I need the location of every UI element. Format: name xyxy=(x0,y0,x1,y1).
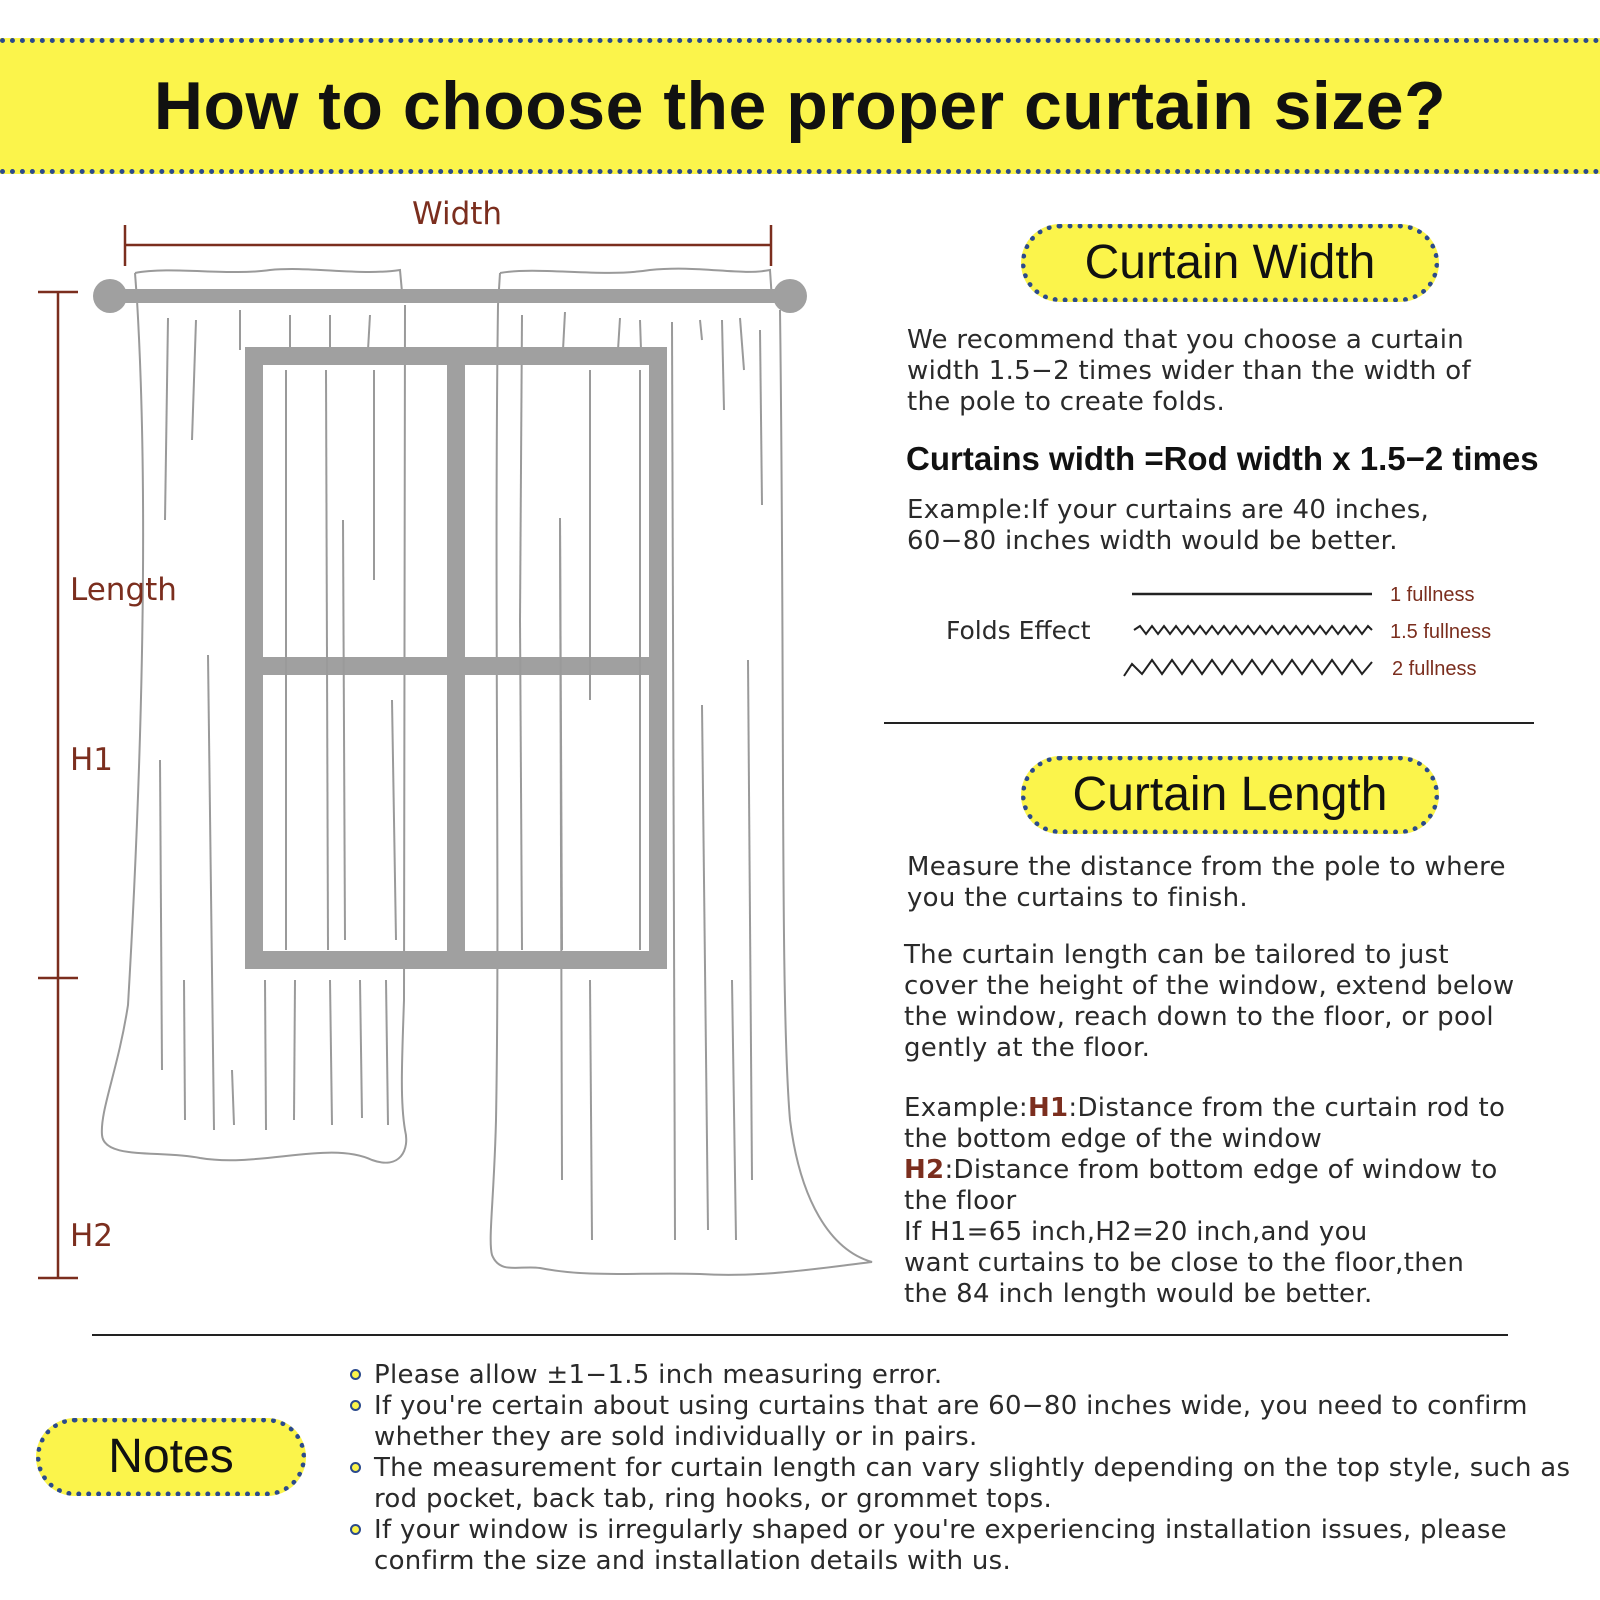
curtain-width-heading: Curtain Width xyxy=(1021,224,1439,302)
width-formula: Curtains width =Rod width x 1.5−2 times xyxy=(906,440,1539,477)
note-item: Please allow ±1−1.5 inch measuring error. xyxy=(350,1360,1580,1391)
bullet-icon xyxy=(350,1400,361,1411)
curtain-rod xyxy=(93,279,807,313)
section-divider xyxy=(884,722,1534,724)
fullness-2-label: 2 fullness xyxy=(1392,658,1477,680)
example-prefix: Example: xyxy=(904,1093,1028,1123)
h1-text: :Distance from the curtain rod to the bottom edge of the window xyxy=(904,1093,1506,1154)
h1-key: H1 xyxy=(1027,1093,1069,1123)
notes-list xyxy=(350,1360,1580,1577)
bullet-icon xyxy=(350,1524,361,1535)
right-curtain xyxy=(491,269,872,1275)
width-label: Width xyxy=(412,196,503,232)
length-dimension-line xyxy=(38,292,78,1278)
bullet-icon xyxy=(350,1462,361,1473)
notes-divider xyxy=(92,1334,1508,1336)
folds-effect-label: Folds Effect xyxy=(946,616,1091,645)
note-item: If your window is irregularly shaped or you're experiencing installation issues, please confirm the size and installation details with us. xyxy=(350,1515,1580,1577)
width-example: Example:If your curtains are 40 inches, 60−80 inches width would be better. xyxy=(907,495,1430,556)
fullness-1-5-label: 1.5 fullness xyxy=(1390,621,1492,643)
width-description: We recommend that you choose a curtain width 1.5−2 times wider than the width of the pole to create folds. xyxy=(907,325,1471,417)
window-frame xyxy=(254,356,658,960)
folds-effect-lines xyxy=(1120,580,1380,680)
bullet-icon xyxy=(350,1369,361,1380)
page-title: How to choose the proper curtain size? xyxy=(153,68,1447,144)
curtain-length-heading: Curtain Length xyxy=(1021,756,1439,834)
fullness-1-label: 1 fullness xyxy=(1390,584,1475,606)
length-description: Measure the distance from the pole to where you the curtains to finish. xyxy=(907,852,1506,913)
length-conclusion: If H1=65 inch,H2=20 inch,and you want curtains to be close to the floor,then the 84 inch length would be better. xyxy=(904,1217,1465,1309)
h2-key: H2 xyxy=(904,1155,945,1185)
h2-label: H2 xyxy=(70,1218,114,1254)
note-item: The measurement for curtain length can vary slightly depending on the top style, such as rod pocket, back tab, ring hooks, or grommet tops. xyxy=(350,1453,1580,1515)
length-label: Length xyxy=(70,572,177,608)
fold-line-1-5 xyxy=(1134,626,1372,634)
curtain-diagram xyxy=(0,0,880,1300)
notes-heading: Notes xyxy=(36,1418,306,1496)
h1-label: H1 xyxy=(70,742,114,778)
h2-text: :Distance from bottom edge of window to the floor xyxy=(904,1155,1498,1216)
fold-line-2 xyxy=(1124,660,1372,676)
length-detail: The curtain length can be tailored to just cover the height of the window, extend below the window, reach down to the floor, or pool gently at the floor. xyxy=(904,940,1515,1063)
note-item: If you're certain about using curtains that are 60−80 inches wide, you need to confirm whether they are sold individually or in pairs. xyxy=(350,1391,1580,1453)
length-example xyxy=(904,1093,1584,1310)
